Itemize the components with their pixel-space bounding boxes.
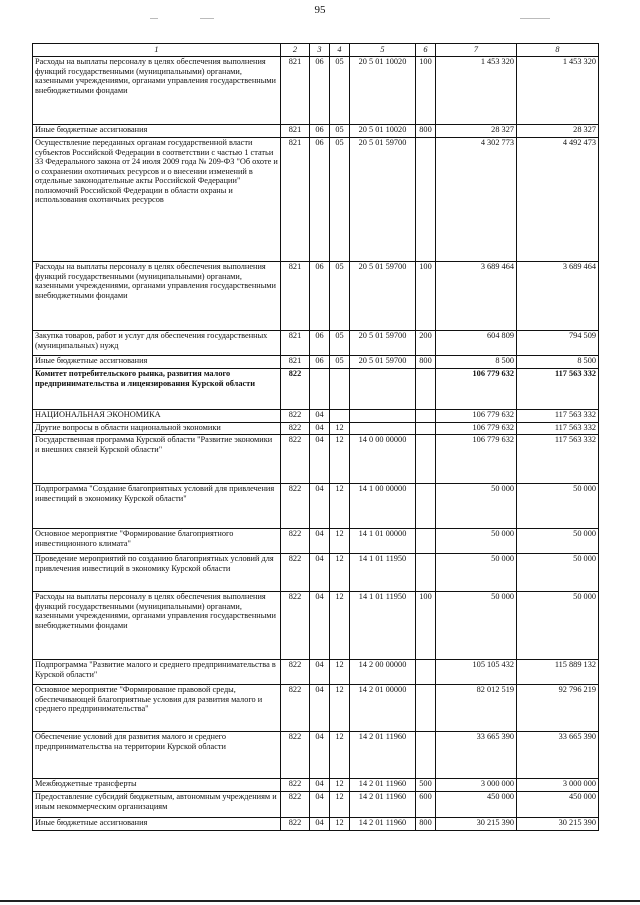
cell-sum2: 3 689 464 [517, 262, 599, 331]
table-row [33, 356, 599, 369]
cell-csr: 14 2 00 00000 [350, 660, 416, 685]
cell-sum2: 117 563 332 [517, 423, 599, 435]
cell-ved: 821 [281, 138, 310, 262]
cell-rz [310, 369, 330, 410]
table-row [33, 779, 599, 792]
cell-vr [416, 435, 436, 484]
cell-csr: 20 5 01 10020 [350, 125, 416, 138]
column-header: 3 [310, 44, 330, 57]
cell-vr: 200 [416, 331, 436, 356]
cell-pr: 12 [330, 554, 350, 592]
cell-sum1: 106 779 632 [436, 410, 517, 423]
table-row [33, 685, 599, 732]
cell-rz: 04 [310, 554, 330, 592]
budget-table [32, 43, 599, 831]
cell-pr: 05 [330, 57, 350, 125]
cell-vr: 800 [416, 818, 436, 831]
cell-sum1: 82 012 519 [436, 685, 517, 732]
cell-sum2: 1 453 320 [517, 57, 599, 125]
cell-csr: 14 1 01 11950 [350, 554, 416, 592]
cell-sum1: 50 000 [436, 529, 517, 554]
cell-rz: 06 [310, 125, 330, 138]
cell-sum2: 4 492 473 [517, 138, 599, 262]
cell-vr [416, 685, 436, 732]
cell-csr: 20 5 01 10020 [350, 57, 416, 125]
cell-pr: 12 [330, 792, 350, 818]
cell-csr: 14 1 00 00000 [350, 484, 416, 529]
cell-ved: 822 [281, 592, 310, 660]
cell-rz: 04 [310, 660, 330, 685]
cell-name: Комитет потребительского рынка, развития малого предпринимательства и лицензирования Курской области [33, 369, 281, 410]
cell-ved: 822 [281, 685, 310, 732]
cell-pr [330, 369, 350, 410]
cell-sum1: 33 665 390 [436, 732, 517, 779]
cell-name: Иные бюджетные ассигнования [33, 125, 281, 138]
table-row [33, 660, 599, 685]
cell-sum2: 117 563 332 [517, 369, 599, 410]
cell-pr [330, 410, 350, 423]
table-row [33, 125, 599, 138]
cell-pr: 12 [330, 529, 350, 554]
cell-sum1: 4 302 773 [436, 138, 517, 262]
cell-sum1: 106 779 632 [436, 423, 517, 435]
cell-csr: 20 5 01 59700 [350, 331, 416, 356]
cell-name: Расходы на выплаты персоналу в целях обеспечения выполнения функций государственными (муниципальными) органами, казенными учреждениями, органами управления государственными внебюджетными фондами [33, 57, 281, 125]
cell-rz: 06 [310, 138, 330, 262]
cell-sum2: 117 563 332 [517, 435, 599, 484]
cell-sum1: 450 000 [436, 792, 517, 818]
cell-vr [416, 410, 436, 423]
cell-rz: 04 [310, 423, 330, 435]
cell-ved: 822 [281, 779, 310, 792]
cell-csr: 14 1 01 00000 [350, 529, 416, 554]
cell-sum2: 117 563 332 [517, 410, 599, 423]
cell-sum2: 115 889 132 [517, 660, 599, 685]
cell-name: Подпрограмма "Создание благоприятных условий для привлечения инвестиций в экономику Курской области" [33, 484, 281, 529]
scan-mark [150, 18, 158, 19]
cell-sum2: 50 000 [517, 529, 599, 554]
cell-sum1: 3 000 000 [436, 779, 517, 792]
cell-sum2: 794 509 [517, 331, 599, 356]
cell-rz: 04 [310, 529, 330, 554]
cell-vr: 100 [416, 592, 436, 660]
cell-name: Государственная программа Курской области "Развитие экономики и внешних связей Курской области" [33, 435, 281, 484]
cell-name: Обеспечение условий для развития малого и среднего предпринимательства на территории Курской области [33, 732, 281, 779]
table-row [33, 435, 599, 484]
cell-csr: 14 1 01 11950 [350, 592, 416, 660]
cell-rz: 06 [310, 262, 330, 331]
cell-sum1: 1 453 320 [436, 57, 517, 125]
cell-pr: 12 [330, 592, 350, 660]
cell-pr: 12 [330, 779, 350, 792]
table-row [33, 792, 599, 818]
cell-csr: 14 2 01 11960 [350, 732, 416, 779]
cell-sum2: 50 000 [517, 484, 599, 529]
cell-vr: 100 [416, 262, 436, 331]
cell-vr: 800 [416, 125, 436, 138]
scan-mark [520, 18, 550, 19]
table-row [33, 262, 599, 331]
cell-name: Расходы на выплаты персоналу в целях обеспечения выполнения функций государственными (муниципальными) органами, казенными учреждениями, органами управления государственными внебюджетными фондами [33, 592, 281, 660]
cell-name: Расходы на выплаты персоналу в целях обеспечения выполнения функций государственными (муниципальными) органами, казенными учреждениями, органами управления государственными внебюджетными фондами [33, 262, 281, 331]
cell-ved: 822 [281, 369, 310, 410]
cell-vr [416, 529, 436, 554]
cell-sum1: 105 105 432 [436, 660, 517, 685]
table-row [33, 369, 599, 410]
cell-vr [416, 423, 436, 435]
cell-ved: 822 [281, 529, 310, 554]
cell-rz: 04 [310, 685, 330, 732]
cell-sum2: 50 000 [517, 554, 599, 592]
cell-ved: 822 [281, 732, 310, 779]
cell-sum1: 106 779 632 [436, 435, 517, 484]
page-bottom-edge [0, 900, 640, 902]
cell-name: Основное мероприятие "Формирование благоприятного инвестиционного климата" [33, 529, 281, 554]
cell-sum1: 604 809 [436, 331, 517, 356]
column-header: 5 [350, 44, 416, 57]
cell-rz: 04 [310, 484, 330, 529]
cell-sum2: 8 500 [517, 356, 599, 369]
cell-name: Иные бюджетные ассигнования [33, 818, 281, 831]
cell-ved: 822 [281, 818, 310, 831]
table-row [33, 592, 599, 660]
table-row [33, 331, 599, 356]
cell-pr: 05 [330, 138, 350, 262]
column-header: 4 [330, 44, 350, 57]
cell-vr [416, 369, 436, 410]
cell-name: Подпрограмма "Развитие малого и среднего предпринимательства в Курской области" [33, 660, 281, 685]
cell-ved: 821 [281, 57, 310, 125]
table-row [33, 732, 599, 779]
cell-rz: 04 [310, 435, 330, 484]
cell-rz: 04 [310, 779, 330, 792]
cell-ved: 821 [281, 262, 310, 331]
column-header: 1 [33, 44, 281, 57]
cell-sum2: 92 796 219 [517, 685, 599, 732]
cell-sum1: 28 327 [436, 125, 517, 138]
column-header: 8 [517, 44, 599, 57]
cell-csr: 14 2 01 00000 [350, 685, 416, 732]
cell-ved: 821 [281, 125, 310, 138]
cell-name: Другие вопросы в области национальной экономики [33, 423, 281, 435]
cell-pr: 05 [330, 262, 350, 331]
cell-vr [416, 732, 436, 779]
table-row [33, 554, 599, 592]
cell-pr: 05 [330, 125, 350, 138]
cell-pr: 12 [330, 435, 350, 484]
cell-pr: 12 [330, 484, 350, 529]
cell-rz: 04 [310, 592, 330, 660]
page-number: 95 [314, 4, 326, 16]
cell-rz: 06 [310, 57, 330, 125]
cell-ved: 822 [281, 484, 310, 529]
cell-vr [416, 484, 436, 529]
cell-name: Закупка товаров, работ и услуг для обеспечения государственных (муниципальных) нужд [33, 331, 281, 356]
cell-csr: 20 5 01 59700 [350, 356, 416, 369]
cell-name: Иные бюджетные ассигнования [33, 356, 281, 369]
cell-csr [350, 369, 416, 410]
table-row [33, 529, 599, 554]
cell-ved: 822 [281, 435, 310, 484]
cell-vr: 100 [416, 57, 436, 125]
cell-rz: 06 [310, 356, 330, 369]
cell-vr: 600 [416, 792, 436, 818]
cell-ved: 821 [281, 356, 310, 369]
cell-sum2: 3 000 000 [517, 779, 599, 792]
cell-vr [416, 138, 436, 262]
column-header: 7 [436, 44, 517, 57]
table-row [33, 818, 599, 831]
cell-csr: 14 2 01 11960 [350, 779, 416, 792]
cell-sum2: 450 000 [517, 792, 599, 818]
cell-rz: 04 [310, 410, 330, 423]
cell-rz: 04 [310, 792, 330, 818]
column-header: 6 [416, 44, 436, 57]
cell-ved: 821 [281, 331, 310, 356]
cell-sum1: 106 779 632 [436, 369, 517, 410]
cell-ved: 822 [281, 792, 310, 818]
table-row [33, 484, 599, 529]
cell-sum1: 3 689 464 [436, 262, 517, 331]
cell-ved: 822 [281, 554, 310, 592]
table-row [33, 57, 599, 125]
cell-sum1: 50 000 [436, 554, 517, 592]
cell-name: НАЦИОНАЛЬНАЯ ЭКОНОМИКА [33, 410, 281, 423]
cell-sum1: 30 215 390 [436, 818, 517, 831]
cell-pr: 05 [330, 356, 350, 369]
table-row [33, 410, 599, 423]
cell-sum1: 50 000 [436, 484, 517, 529]
cell-ved: 822 [281, 660, 310, 685]
cell-rz: 04 [310, 732, 330, 779]
cell-csr: 14 0 00 00000 [350, 435, 416, 484]
cell-sum2: 50 000 [517, 592, 599, 660]
cell-vr [416, 660, 436, 685]
cell-name: Проведение мероприятий по созданию благоприятных условий для привлечения инвестиций в экономику Курской области [33, 554, 281, 592]
cell-name: Межбюджетные трансферты [33, 779, 281, 792]
cell-rz: 04 [310, 818, 330, 831]
table-row [33, 423, 599, 435]
cell-csr [350, 410, 416, 423]
cell-pr: 12 [330, 660, 350, 685]
cell-pr: 05 [330, 331, 350, 356]
cell-csr: 20 5 01 59700 [350, 138, 416, 262]
cell-pr: 12 [330, 818, 350, 831]
cell-name: Осуществление переданных органам государственной власти субъектов Российской Федерации в соответствии с частью 1 статьи 33 Федерального закона от 24 июля 2009 года № 209-ФЗ "Об охоте и о сохранении охотничьих ресурсов и о внесении изменений в отдельные законодательные акты Российской Федерации" полномочий Российской Федерации в области охраны и использования охотничьих ресурсов [33, 138, 281, 262]
cell-name: Основное мероприятие "Формирование правовой среды, обеспечивающей благоприятные условия для развития малого и среднего предпринимательства" [33, 685, 281, 732]
table-row [33, 138, 599, 262]
cell-rz: 06 [310, 331, 330, 356]
cell-csr: 20 5 01 59700 [350, 262, 416, 331]
scan-mark [200, 18, 214, 19]
cell-csr [350, 423, 416, 435]
cell-pr: 12 [330, 685, 350, 732]
column-header: 2 [281, 44, 310, 57]
cell-pr: 12 [330, 423, 350, 435]
cell-ved: 822 [281, 423, 310, 435]
cell-csr: 14 2 01 11960 [350, 792, 416, 818]
cell-vr: 800 [416, 356, 436, 369]
cell-pr: 12 [330, 732, 350, 779]
cell-sum2: 30 215 390 [517, 818, 599, 831]
cell-vr: 500 [416, 779, 436, 792]
cell-csr: 14 2 01 11960 [350, 818, 416, 831]
cell-sum2: 33 665 390 [517, 732, 599, 779]
table-header-row [33, 44, 599, 57]
cell-name: Предоставление субсидий бюджетным, автономным учреждениям и иным некоммерческим организациям [33, 792, 281, 818]
cell-ved: 822 [281, 410, 310, 423]
cell-vr [416, 554, 436, 592]
cell-sum2: 28 327 [517, 125, 599, 138]
cell-sum1: 8 500 [436, 356, 517, 369]
cell-sum1: 50 000 [436, 592, 517, 660]
